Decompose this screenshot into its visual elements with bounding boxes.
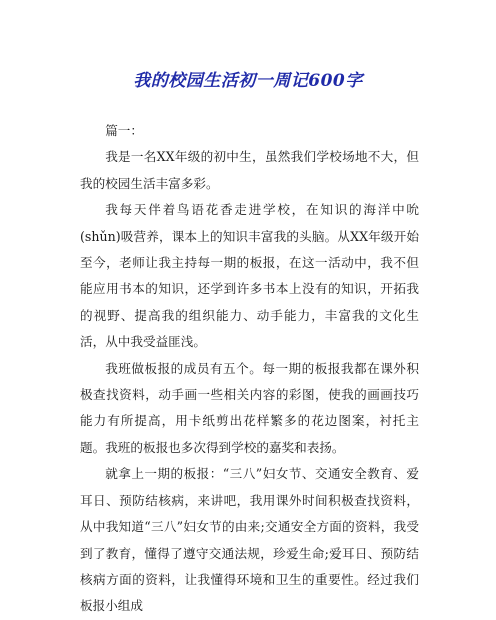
section-label: 篇一： (105, 123, 143, 138)
document-title: 我的校园生活初一周记600字 (133, 71, 363, 91)
paragraph-4: 就拿上一期的板报：“三八”妇女节、交通安全教育、爱耳日、预防结核病，来讲吧，我用课外时间积极查找资料，从中我知道“三八”妇女节的由来;交通安全方面的资料，我受到了教育，懂得了遵守交通法规，珍爱生命;爱耳日、预防结核病方面的资料，让我懂得环境和卫生的重要性。经过我们板报小组成 (80, 466, 419, 614)
paragraph-1: 我是一名XX年级的初中生，虽然我们学校场地不大，但我的校园生活丰富多彩。 (80, 149, 419, 191)
document-body (80, 118, 419, 620)
paragraph-3: 我班做板报的成员有五个。每一期的板报我都在课外积极查找资料，动手画一些相关内容的彩图，使我的画画技巧能力有所提高，用卡纸剪出花样繁多的花边图案，衬托主题。我班的板报也多次得到学校的嘉奖和表扬。 (80, 360, 419, 455)
paragraph-2: 我每天伴着鸟语花香走进学校，在知识的海洋中吮(shǔn)吸营养，课本上的知识丰富我的头脑。从XX年级开始至今，老师让我主持每一期的板报，在这一活动中，我不但能应用书本的知识，还学到许多书本上没有的知识，开拓我的视野、提高我的组织能力、动手能力，丰富我的文化生活，从中我受益匪浅。 (80, 202, 419, 350)
